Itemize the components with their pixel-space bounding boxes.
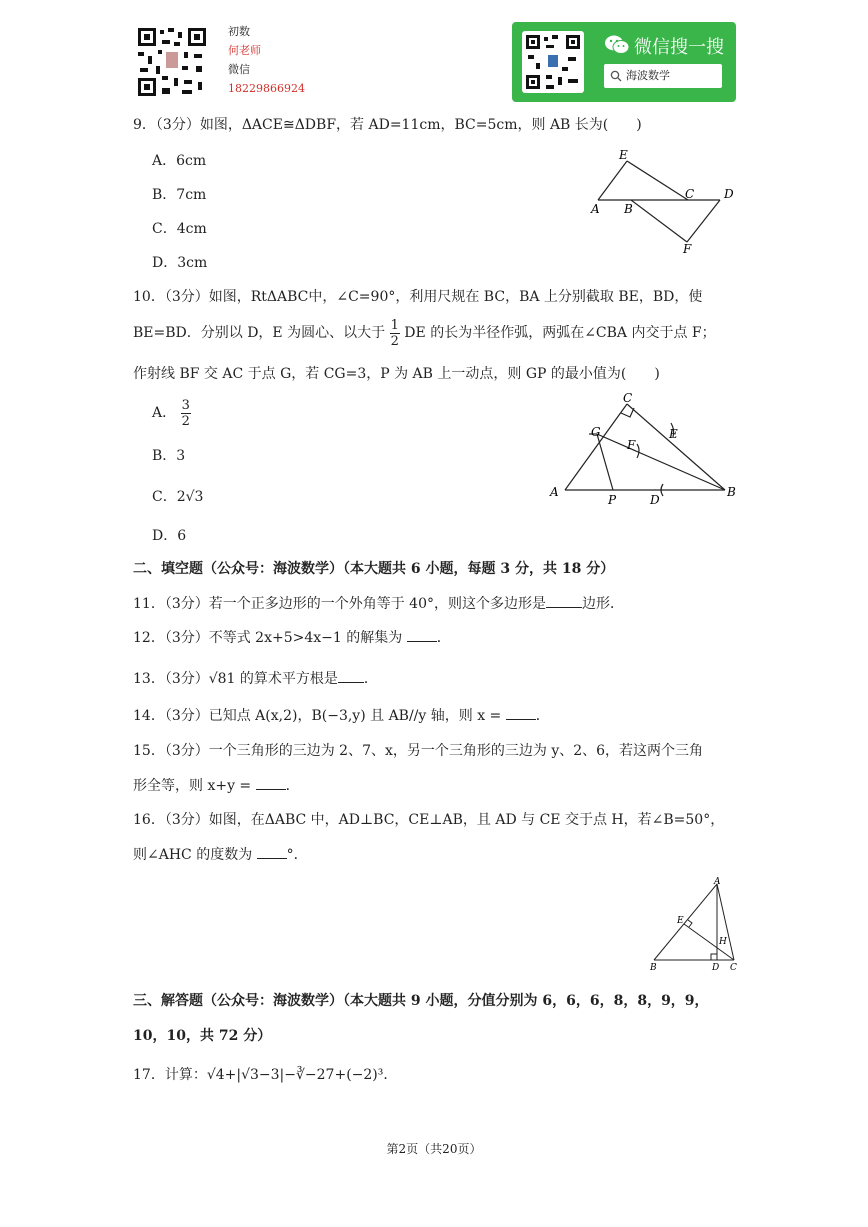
q10-line-1: 10．（3分）如图，RtΔABC中，∠C=90°，利用尺规在 BC，BA 上分别截取 BE，BD，使 <box>133 289 703 305</box>
q16-figure <box>646 876 746 974</box>
q12-blank[interactable] <box>407 629 437 642</box>
q15-blank[interactable] <box>256 777 286 790</box>
q10-option-a-fraction <box>181 398 191 429</box>
q10-label-f: F <box>627 438 636 452</box>
wechat-search-text: 海波数学 <box>626 69 670 82</box>
q16-tail: °． <box>286 847 308 863</box>
q16-label-d: D <box>712 963 720 973</box>
q15-line-1: 15．（3分）一个三角形的三边为 2、7、x，另一个三角形的三边为 y、2、6，若这两个三角 <box>133 743 704 759</box>
q10-label-d: D <box>650 493 660 507</box>
q16-label-e: E <box>677 916 684 926</box>
q16-line-2 <box>133 844 308 864</box>
q9-option-d: D．3cm <box>152 255 208 271</box>
q11-text: 11．（3分）若一个正多边形的一个外角等于 40°，则这个多边形是 <box>133 596 546 612</box>
q9-label-d: D <box>724 187 734 201</box>
q12 <box>133 627 451 647</box>
wechat-title: 微信搜一搜 <box>634 37 724 58</box>
q9-option-c: C．4cm <box>152 221 207 237</box>
q10-frac-den: 2 <box>390 333 399 349</box>
header-line-1: 初数 <box>228 25 250 38</box>
qr-code-left <box>136 26 208 98</box>
q9-option-a: A．6cm <box>152 153 207 169</box>
section-3-heading-line-1: 三、解答题（公众号：海波数学）（本大题共 9 小题，分值分别为 6，6，6，8，8，9，9， <box>133 993 709 1009</box>
q9-label-c: C <box>685 187 695 201</box>
q10-label-g: G <box>591 425 601 439</box>
q15-text: 形全等，则 x+y = <box>133 778 252 794</box>
q14 <box>133 705 550 725</box>
q10-figure <box>545 390 745 510</box>
q13-text: 13．（3分）√81 的算术平方根是 <box>133 671 338 687</box>
q9-stem: 9．（3分）如图，ΔACE≅ΔDBF，若 AD=11cm，BC=5cm，则 AB 长为( ) <box>133 117 642 133</box>
q13-blank[interactable] <box>338 670 364 683</box>
wechat-search-box[interactable] <box>604 64 722 88</box>
q13 <box>133 668 378 688</box>
q9-option-b: B．7cm <box>152 187 207 203</box>
q9-label-f: F <box>683 242 692 256</box>
q15-line-2 <box>133 775 300 795</box>
q17: 17．计算：√4+|√3−3|−∛−27+(−2)³． <box>133 1067 398 1083</box>
q9-label-a: A <box>591 202 600 216</box>
q11-blank[interactable] <box>546 595 582 608</box>
q15-tail: ． <box>285 778 300 794</box>
wechat-search-banner <box>512 22 736 102</box>
q10-line-2a: BE=BD．分别以 D，E 为圆心、以大于 <box>133 325 386 341</box>
page-footer: 第2页（共20页） <box>386 1142 482 1156</box>
q11-tail: 边形． <box>582 596 624 612</box>
q10-line-2 <box>133 316 716 350</box>
q12-text: 12．（3分）不等式 2x+5>4x−1 的解集为 <box>133 630 403 646</box>
q9-figure <box>585 145 745 260</box>
q16-label-b: B <box>650 963 657 973</box>
qr-code-right <box>522 31 584 93</box>
header-line-2: 何老师 <box>228 44 261 57</box>
q10-label-b: B <box>727 485 736 499</box>
section-3-heading-line-2: 10，10，共 72 分） <box>133 1028 272 1044</box>
search-icon <box>610 70 622 82</box>
q14-tail: ． <box>535 708 550 724</box>
q10-option-a <box>152 396 191 430</box>
q10-option-b: B．3 <box>152 448 186 464</box>
q16-line-1: 16．（3分）如图，在ΔABC 中，AD⊥BC，CE⊥AB，且 AD 与 CE 交于点 H，若∠B=50°， <box>133 812 725 828</box>
q10-optA-den: 2 <box>181 413 190 429</box>
q9-label-e: E <box>619 148 628 162</box>
q10-fraction-half <box>390 318 400 349</box>
q16-label-c: C <box>730 963 737 973</box>
q16-blank[interactable] <box>257 846 287 859</box>
q10-option-a-prefix: A． <box>152 405 177 421</box>
q10-label-a: A <box>550 485 559 499</box>
q10-option-c: C．2√3 <box>152 489 204 505</box>
q16-label-a: A <box>714 877 721 887</box>
wechat-logo-icon <box>604 34 630 56</box>
q11 <box>133 593 624 613</box>
q10-frac-num: 1 <box>390 317 399 333</box>
q10-line-2b: DE 的长为半径作弧，两弧在∠CBA 内交于点 F； <box>404 325 716 341</box>
q9-label-b: B <box>624 202 633 216</box>
q10-label-p: P <box>608 493 617 507</box>
q14-text: 14．（3分）已知点 A(x,2)，B(−3,y) 且 AB//y 轴，则 x = <box>133 708 502 724</box>
header-line-3: 微信 <box>228 63 250 76</box>
section-2-heading: 二、填空题（公众号：海波数学）（本大题共 6 小题，每题 3 分，共 18 分） <box>133 561 615 577</box>
q10-label-c: C <box>623 391 633 405</box>
q14-blank[interactable] <box>506 707 536 720</box>
q10-line-3: 作射线 BF 交 AC 于点 G，若 CG=3，P 为 AB 上一动点，则 GP 的最小值为( ) <box>133 366 660 382</box>
q16-label-h: H <box>719 937 727 947</box>
q10-option-d: D．6 <box>152 528 187 544</box>
header-phone: 18229866924 <box>228 82 305 95</box>
header-contact <box>228 24 305 97</box>
q12-tail: ． <box>436 630 451 646</box>
q10-label-e: E <box>669 427 678 441</box>
q13-tail: ． <box>363 671 378 687</box>
q16-text: 则∠AHC 的度数为 <box>133 847 253 863</box>
q10-optA-num: 3 <box>181 397 190 413</box>
